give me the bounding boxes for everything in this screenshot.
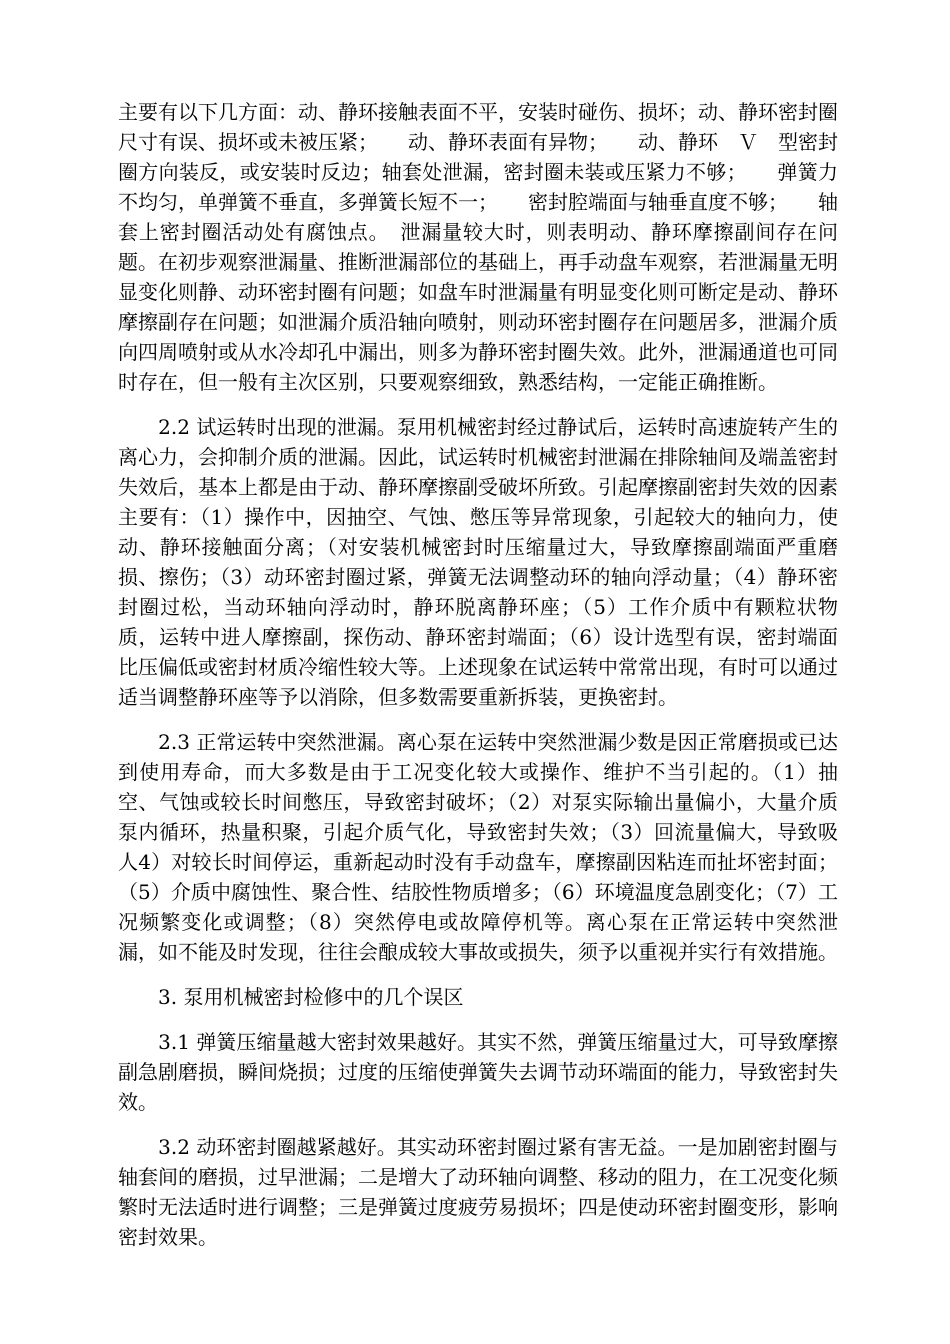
document-page	[118, 97, 838, 1252]
paragraph-3-2-seal-ring-tightness: 3.2 动环密封圈越紧越好。其实动环密封圈过紧有害无益。一是加剧密封圈与轴套间的磨损，过早泄漏；二是增大了动环轴向调整、移动的阻力，在工况变化频繁时无法适时进行调整；三是弹簧过度疲劳易损坏；四是使动环密封圈变形，影响密封效果。	[118, 1135, 838, 1249]
paragraph-2-2-trial-run-leakage: 2.2 试运转时出现的泄漏。泵用机械密封经过静试后，运转时高速旋转产生的离心力，会抑制介质的泄漏。因此，试运转时机械密封泄漏在排除轴间及端盖密封失效后，基本上都是由于动、静环摩擦副受破坏所致。引起摩擦副密封失效的因素主要有：（1）操作中，因抽空、气蚀、憋压等异常现象，引起较大的轴向力，使动、静环接触面分离；（对安装机械密封时压缩量过大，导致摩擦副端面严重磨损、擦伤；（3）动环密封圈过紧，弹簧无法调整动环的轴向浮动量；（4）静环密封圈过松，当动环轴向浮动时，静环脱离静环座；（5）工作介质中有颗粒状物质，运转中进人摩擦副，探伤动、静环密封端面；（6）设计选型有误，密封端面比压偏低或密封材质冷缩性较大等。上述现象在试运转中常常出现，有时可以通过适当调整静环座等予以消除，但多数需要重新拆装，更换密封。	[118, 415, 838, 709]
paragraph-leakage-causes: 主要有以下几方面：动、静环接触表面不平，安装时碰伤、损坏；动、静环密封圈尺寸有误、损坏或未被压紧； 动、静环表面有异物； 动、静环 Ｖ 型密封圈方向装反，或安装时反边；轴套处泄漏，密封圈未装或压紧力不够； 弹簧力不均匀，单弹簧不垂直，多弹簧长短不一； 密封腔端面与轴垂直度不够； 轴套上密封圈活动处有腐蚀点。 泄漏量较大时，则表明动、静环摩擦副间存在问题。在初步观察泄漏量、推断泄漏部位的基础上，再手动盘车观察，若泄漏量无明显变化则静、动环密封圈有问题；如盘车时泄漏量有明显变化则可断定是动、静环摩擦副存在问题；如泄漏介质沿轴向喷射，则动环密封圈存在问题居多，泄漏介质向四周喷射或从水冷却孔中漏出，则多为静环密封圈失效。此外，泄漏通道也可同时存在，但一般有主次区别，只要观察细致，熟悉结构，一定能正确推断。	[118, 100, 838, 394]
paragraph-3-1-spring-compression: 3.1 弹簧压缩量越大密封效果越好。其实不然，弹簧压缩量过大，可导致摩擦副急剧磨损，瞬间烧损；过度的压缩使弹簧失去调节动环端面的能力，导致密封失效。	[118, 1030, 838, 1114]
paragraph-2-3-sudden-leakage: 2.3 正常运转中突然泄漏。离心泵在运转中突然泄漏少数是因正常磨损或已达到使用寿命，而大多数是由于工况变化较大或操作、维护不当引起的。（1）抽空、气蚀或较长时间憋压，导致密封破坏；（2）对泵实际输出量偏小，大量介质泵内循环，热量积聚，引起介质气化，导致密封失效；（3）回流量偏大，导致吸人4）对较长时间停运，重新起动时没有手动盘车，摩擦副因粘连而扯坏密封面；（5）介质中腐蚀性、聚合性、结胶性物质增多；（6）环境温度急剧变化；（7）工况频繁变化或调整；（8）突然停电或故障停机等。离心泵在正常运转中突然泄漏，如不能及时发现，往往会酿成较大事故或损失，须予以重视并实行有效措施。	[118, 730, 838, 964]
section-heading-3: 3. 泵用机械密封检修中的几个误区	[118, 985, 464, 1009]
